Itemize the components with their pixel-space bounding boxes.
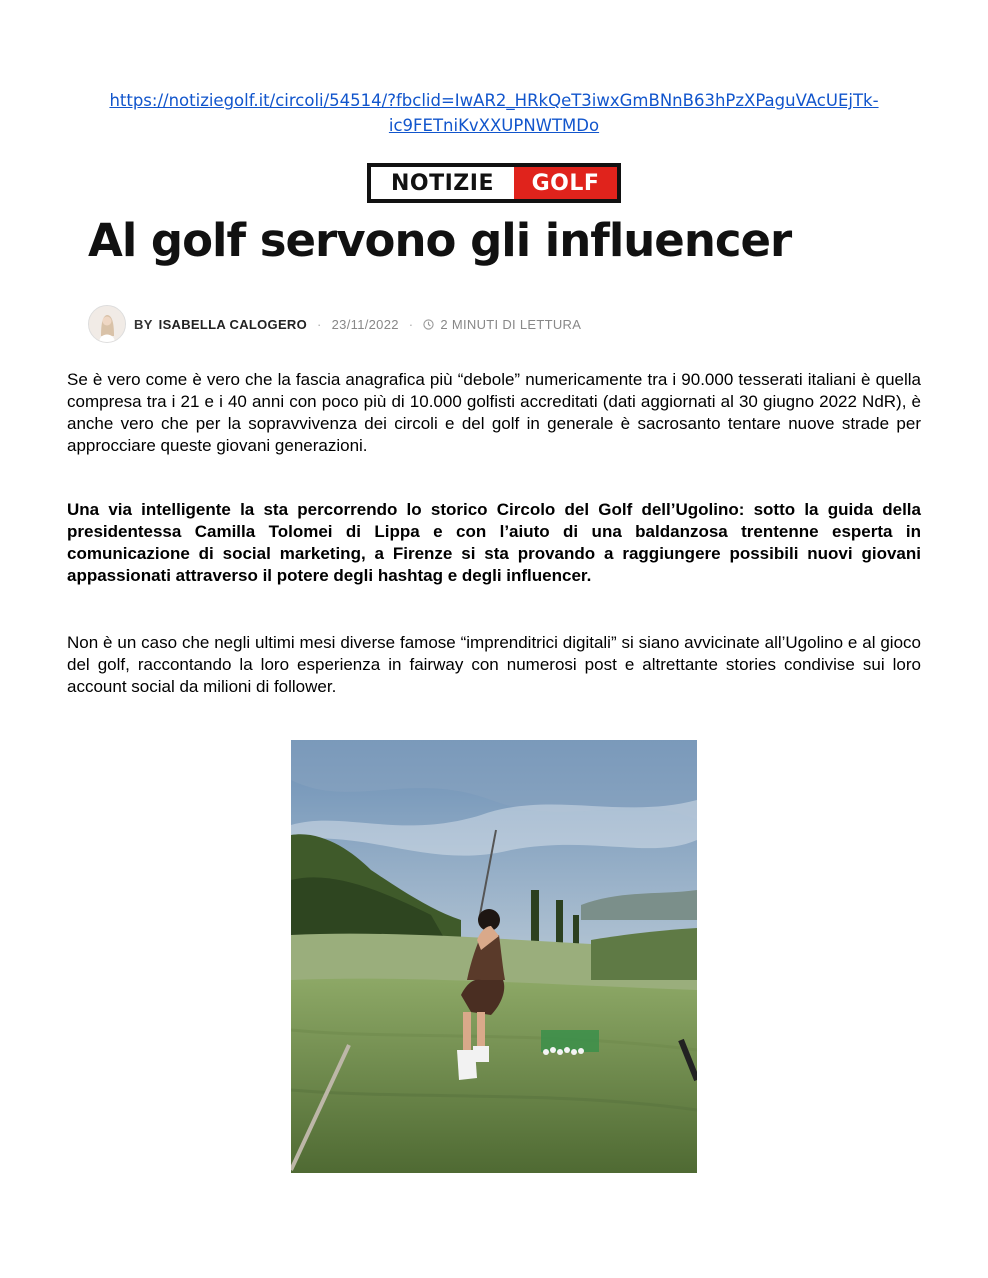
- clock-icon: [423, 319, 434, 330]
- logo-word-golf: GOLF: [514, 167, 617, 199]
- reading-time: 2 MINUTI DI LETTURA: [440, 316, 582, 332]
- publish-date: 23/11/2022: [331, 316, 399, 332]
- author-name[interactable]: ISABELLA CALOGERO: [158, 316, 308, 332]
- golfer-photo: [291, 740, 697, 1173]
- byline-prefix: BY: [134, 316, 153, 332]
- notizie-golf-logo: [367, 163, 621, 203]
- source-link-line-2[interactable]: ic9FETniKvXXUPNWTMDo: [388, 116, 600, 135]
- byline-separator: ·: [317, 316, 322, 332]
- paragraph-influencers: Non è un caso che negli ultimi mesi diverse famose “imprenditrici digitali” si siano avvicinate all’Ugolino e al gioco del golf, raccontando la loro esperienza in fairway con numerosi post e altrettante stories condivise sui loro account social da milioni di follower.: [67, 633, 921, 696]
- article-headline: Al golf servono gli influencer: [88, 214, 792, 267]
- author-avatar: [88, 305, 126, 343]
- logo-word-notizie: NOTIZIE: [371, 167, 514, 199]
- byline-separator: ·: [408, 316, 414, 332]
- source-link[interactable]: [60, 88, 928, 138]
- paragraph-highlight: Una via intelligente la sta percorrendo lo storico Circolo del Golf dell’Ugolino: sotto la guida della presidentessa Camilla Tolomei di Lippa e con l’aiuto di una baldanzosa trentenne esperta in comunicazione di social marketing, a Firenze si sta provando a raggiungere possibili nuovi giovani appassionati attraverso il potere degli hashtag e degli influencer.: [67, 500, 921, 585]
- article-byline: [88, 305, 581, 343]
- source-link-line-1[interactable]: https://notiziegolf.it/circoli/54514/?fbclid=IwAR2_HRkQeT3iwxGmBNnB63hPzXPaguVAcUEjTk-: [109, 91, 879, 110]
- paragraph-intro: Se è vero come è vero che la fascia anagrafica più “debole” numericamente tra i 90.000 tesserati italiani è quella compresa tra i 21 e i 40 anni con poco più di 10.000 golfisti accreditati (dati aggiornati al 30 giugno 2022 NdR), è anche vero che per la sopravvivenza dei circoli e del golf in generale è sacrosanto tentare nuove strade per approcciare queste giovani generazioni.: [67, 370, 921, 455]
